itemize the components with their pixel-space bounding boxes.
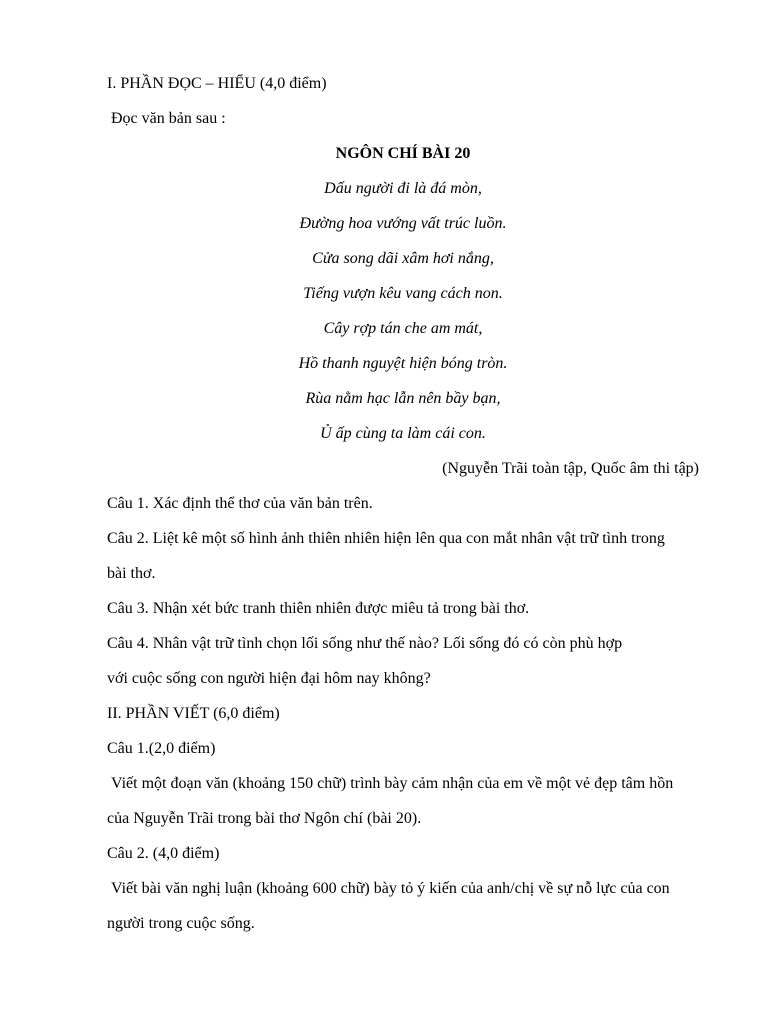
writing-question-1-line-1: Viết một đoạn văn (khoảng 150 chữ) trình bày cảm nhận của em về một vẻ đẹp tâm hồn — [111, 775, 674, 792]
poem-line: Tiếng vượn kêu vang cách non. — [303, 285, 503, 302]
question-3: Câu 3. Nhận xét bức tranh thiên nhiên được miêu tả trong bài thơ. — [107, 600, 530, 617]
question-4-line-2: với cuộc sống con người hiện đại hôm nay không? — [107, 670, 431, 687]
writing-question-2-line-1: Viết bài văn nghị luận (khoảng 600 chữ) bày tỏ ý kiến của anh/chị về sự nỗ lực của con — [111, 880, 670, 897]
question-2-line-1: Câu 2. Liệt kê một số hình ảnh thiên nhiên hiện lên qua con mắt nhân vật trữ tình trong — [107, 530, 665, 547]
writing-heading: II. PHẦN VIẾT (6,0 điểm) — [107, 705, 280, 722]
poem-line: Hồ thanh nguyệt hiện bóng tròn. — [298, 355, 508, 372]
poem-source: (Nguyễn Trãi toàn tập, Quốc âm thi tập) — [442, 460, 699, 477]
poem-line: Dấu người đi là đá mòn, — [324, 180, 482, 197]
poem-title: NGÔN CHÍ BÀI 20 — [335, 145, 471, 162]
exam-page — [107, 72, 699, 947]
poem-line: Rùa nằm hạc lẫn nên bầy bạn, — [305, 390, 501, 407]
question-1: Câu 1. Xác định thể thơ của văn bản trên. — [107, 495, 373, 512]
poem-line: Ủ ấp cùng ta làm cái con. — [320, 425, 486, 442]
question-2-line-2: bài thơ. — [107, 565, 156, 582]
question-4-line-1: Câu 4. Nhân vật trữ tình chọn lối sống như thế nào? Lối sống đó có còn phù hợp — [107, 635, 623, 652]
writing-question-2-label: Câu 2. (4,0 điểm) — [107, 845, 220, 862]
writing-question-1-label: Câu 1.(2,0 điểm) — [107, 740, 216, 757]
writing-question-1-line-2: của Nguyễn Trãi trong bài thơ Ngôn chí (bài 20). — [107, 810, 422, 827]
poem-line: Đường hoa vướng vất trúc luồn. — [299, 215, 507, 232]
poem-line: Cửa song dãi xâm hơi nắng, — [312, 250, 494, 267]
reading-instruction: Đọc văn bản sau : — [111, 110, 226, 127]
writing-question-2-line-2: người trong cuộc sống. — [107, 915, 255, 932]
poem-line: Cây rợp tán che am mát, — [323, 320, 483, 337]
reading-heading: I. PHẦN ĐỌC – HIỂU (4,0 điểm) — [107, 75, 327, 92]
